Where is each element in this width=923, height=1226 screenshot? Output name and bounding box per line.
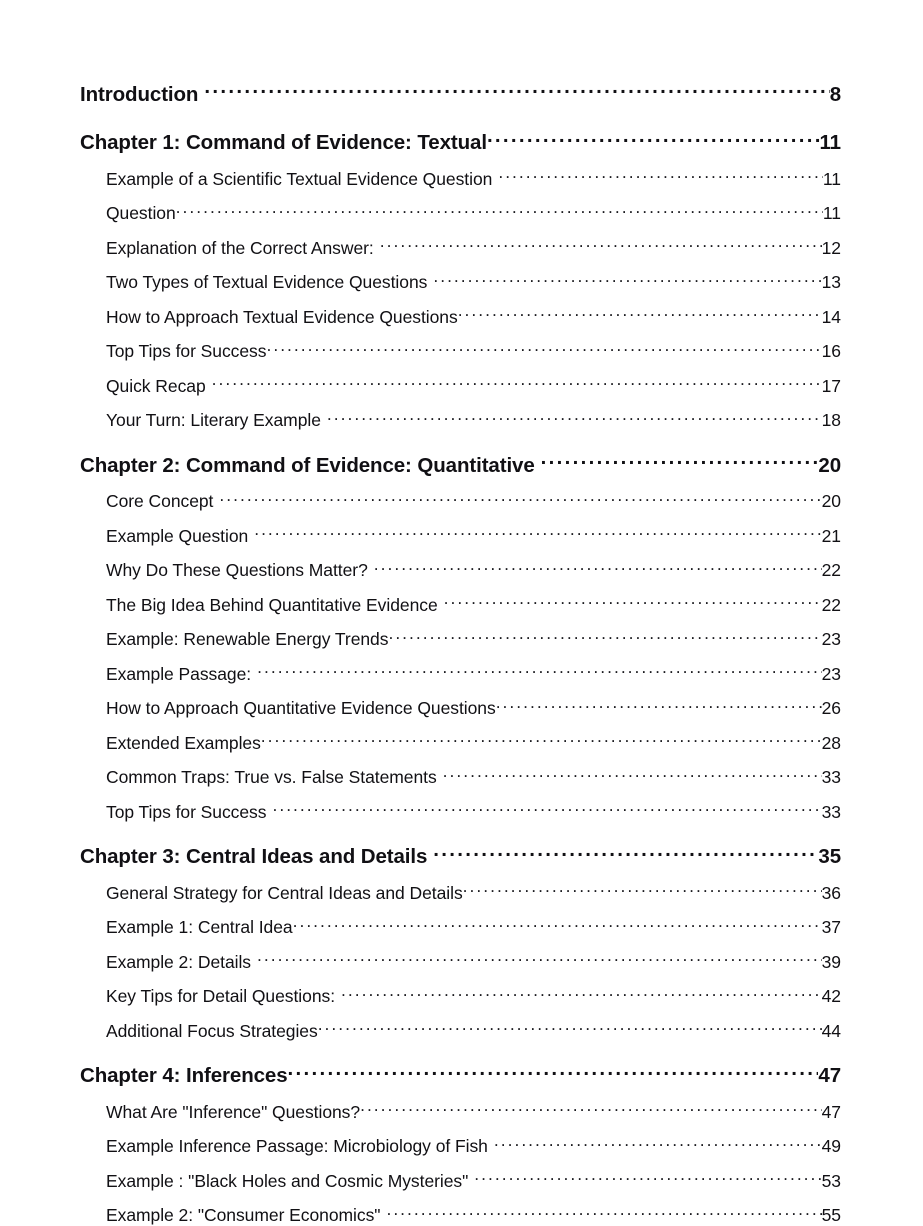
toc-page-number: 22 [822, 594, 841, 616]
toc-dot-leader [437, 766, 822, 784]
toc-chapter-entry[interactable] [80, 451, 841, 478]
toc-dot-leader [176, 202, 823, 220]
toc-entry-title: Your Turn: Literary Example [106, 409, 321, 431]
toc-dot-leader [335, 985, 822, 1003]
toc-entry-title: Top Tips for Success [106, 801, 266, 823]
toc-dot-leader [266, 340, 821, 358]
toc-section-entry[interactable] [106, 881, 841, 904]
toc-page-number: 44 [822, 1020, 841, 1042]
toc-section-entry[interactable] [106, 800, 841, 823]
toc-entry-title: Why Do These Questions Matter? [106, 559, 368, 581]
toc-page-number: 23 [822, 663, 841, 685]
toc-dot-leader [468, 1169, 821, 1187]
toc-dot-leader [374, 236, 822, 254]
toc-page-number: 53 [822, 1170, 841, 1192]
toc-section-entry[interactable] [106, 628, 841, 651]
toc-entry-title: Chapter 4: Inferences [80, 1063, 288, 1088]
toc-dot-leader [318, 1019, 822, 1037]
toc-dot-leader [488, 1135, 822, 1153]
toc-dot-leader [496, 697, 822, 715]
toc-page-number: 42 [822, 985, 841, 1007]
toc-entry-title: How to Approach Quantitative Evidence Questions [106, 697, 496, 719]
toc-section-entry[interactable] [106, 409, 841, 432]
toc-page-number: 14 [822, 306, 841, 328]
toc-entry-list [80, 80, 841, 1226]
toc-entry-title: Example of a Scientific Textual Evidence Question [106, 168, 492, 190]
toc-section-entry[interactable] [106, 1100, 841, 1123]
toc-page-number: 13 [822, 271, 841, 293]
toc-entry-title: Top Tips for Success [106, 340, 266, 362]
toc-chapter-entry[interactable] [80, 843, 841, 870]
toc-section-entry[interactable] [106, 305, 841, 328]
toc-entry-title: Example Inference Passage: Microbiology of Fish [106, 1135, 488, 1157]
toc-section-entry[interactable] [106, 1204, 841, 1226]
toc-page-number: 55 [822, 1204, 841, 1226]
toc-dot-leader [487, 129, 820, 150]
toc-dot-leader [388, 628, 821, 646]
toc-entry-title: How to Approach Textual Evidence Questions [106, 306, 458, 328]
toc-dot-leader [463, 881, 822, 899]
toc-page-number: 12 [822, 237, 841, 259]
toc-dot-leader [198, 80, 829, 101]
toc-entry-title: Introduction [80, 82, 198, 107]
toc-dot-leader [427, 843, 818, 864]
toc-section-entry[interactable] [106, 731, 841, 754]
toc-dot-leader [251, 662, 822, 680]
toc-dot-leader [206, 374, 822, 392]
toc-page-number: 23 [822, 628, 841, 650]
toc-dot-leader [321, 409, 822, 427]
toc-entry-title: Extended Examples [106, 732, 261, 754]
toc-section-entry[interactable] [106, 340, 841, 363]
toc-chapter-entry[interactable] [80, 1062, 841, 1089]
toc-chapter-entry[interactable] [80, 80, 841, 107]
toc-section-entry[interactable] [106, 374, 841, 397]
toc-entry-title: Example 2: Details [106, 951, 251, 973]
toc-chapter-entry[interactable] [80, 129, 841, 156]
toc-dot-leader [213, 490, 821, 508]
toc-entry-title: Example Passage: [106, 663, 251, 685]
toc-section-entry[interactable] [106, 916, 841, 939]
toc-entry-title: Additional Focus Strategies [106, 1020, 318, 1042]
toc-dot-leader [293, 916, 822, 934]
toc-dot-leader [368, 559, 822, 577]
toc-page-number: 47 [822, 1101, 841, 1123]
toc-entry-title: Example : "Black Holes and Cosmic Mysteries" [106, 1170, 468, 1192]
toc-page-number: 36 [822, 882, 841, 904]
toc-entry-title: Core Concept [106, 490, 213, 512]
toc-entry-title: General Strategy for Central Ideas and Details [106, 882, 463, 904]
toc-page-number: 47 [818, 1063, 841, 1088]
toc-section-entry[interactable] [106, 271, 841, 294]
toc-section-entry[interactable] [106, 1019, 841, 1042]
toc-page-number: 39 [822, 951, 841, 973]
toc-entry-title: Example Question [106, 525, 248, 547]
toc-section-entry[interactable] [106, 1135, 841, 1158]
toc-page-number: 37 [822, 916, 841, 938]
toc-page-number: 8 [830, 82, 841, 107]
toc-page-number: 16 [822, 340, 841, 362]
toc-page-number: 49 [822, 1135, 841, 1157]
toc-entry-title: Explanation of the Correct Answer: [106, 237, 374, 259]
toc-entry-title: What Are "Inference" Questions? [106, 1101, 360, 1123]
toc-dot-leader [458, 305, 822, 323]
toc-section-entry[interactable] [106, 985, 841, 1008]
toc-entry-title: Common Traps: True vs. False Statements [106, 766, 437, 788]
toc-dot-leader [492, 167, 823, 185]
toc-dot-leader [427, 271, 821, 289]
toc-page-number: 22 [822, 559, 841, 581]
toc-entry-title: Question [106, 202, 176, 224]
toc-entry-title: Chapter 3: Central Ideas and Details [80, 844, 427, 869]
toc-page-number: 28 [822, 732, 841, 754]
toc-section-entry[interactable] [106, 202, 841, 225]
toc-dot-leader [438, 593, 822, 611]
toc-entry-title: Example: Renewable Energy Trends [106, 628, 388, 650]
toc-dot-leader [288, 1062, 819, 1083]
toc-dot-leader [251, 950, 822, 968]
toc-dot-leader [535, 451, 819, 472]
toc-section-entry[interactable] [106, 950, 841, 973]
toc-section-entry[interactable] [106, 662, 841, 685]
toc-entry-title: Quick Recap [106, 375, 206, 397]
toc-entry-title: Example 2: "Consumer Economics" [106, 1204, 380, 1226]
toc-page-number: 11 [823, 202, 841, 224]
toc-section-entry[interactable] [106, 593, 841, 616]
toc-section-entry[interactable] [106, 766, 841, 789]
toc-entry-title: Two Types of Textual Evidence Questions [106, 271, 427, 293]
toc-entry-title: Chapter 2: Command of Evidence: Quantitative [80, 453, 535, 478]
toc-dot-leader [380, 1204, 821, 1222]
toc-dot-leader [360, 1100, 822, 1118]
toc-page-number: 11 [823, 168, 841, 190]
toc-section-entry[interactable] [106, 697, 841, 720]
toc-page-number: 33 [822, 766, 841, 788]
toc-page-number: 21 [822, 525, 841, 547]
toc-page-number: 20 [818, 453, 841, 478]
toc-entry-title: Example 1: Central Idea [106, 916, 293, 938]
toc-dot-leader [266, 800, 821, 818]
toc-page-number: 35 [818, 844, 841, 869]
toc-section-entry[interactable] [106, 524, 841, 547]
toc-entry-title: The Big Idea Behind Quantitative Evidence [106, 594, 438, 616]
toc-page-number: 20 [822, 490, 841, 512]
toc-section-entry[interactable] [106, 236, 841, 259]
toc-section-entry[interactable] [106, 1169, 841, 1192]
toc-entry-title: Chapter 1: Command of Evidence: Textual [80, 130, 487, 155]
toc-dot-leader [261, 731, 822, 749]
toc-page-number: 17 [822, 375, 841, 397]
toc-page-number: 33 [822, 801, 841, 823]
toc-page-number: 18 [822, 409, 841, 431]
toc-section-entry[interactable] [106, 490, 841, 513]
toc-entry-title: Key Tips for Detail Questions: [106, 985, 335, 1007]
toc-section-entry[interactable] [106, 559, 841, 582]
toc-page-number: 26 [822, 697, 841, 719]
toc-dot-leader [248, 524, 821, 542]
toc-page-number: 11 [820, 130, 841, 155]
toc-section-entry[interactable] [106, 167, 841, 190]
